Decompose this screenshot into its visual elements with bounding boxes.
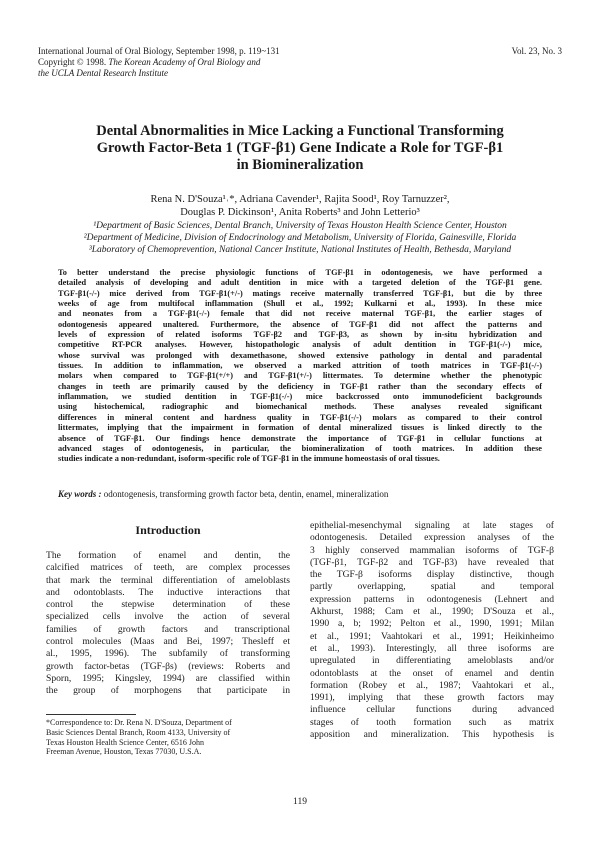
keywords-label: Key words :	[58, 489, 102, 499]
body-line: al., 1995, 1996). The subfamily of transforming	[46, 648, 290, 660]
author-line: Rena N. D'Souza¹˒*, Adriana Cavender¹, Rajita Sood¹, Roy Tarnuzzer²,	[150, 194, 450, 205]
footnote-divider	[46, 714, 136, 715]
body-line: calcified matrices of teeth, are complex processes	[46, 562, 290, 574]
body-line: that mark the terminal differentiation of ameloblasts	[46, 574, 290, 586]
body-line: partly overlapping, spatial and temporal	[310, 581, 554, 593]
body-line: upregulated in differentiating ameloblasts and/or	[310, 655, 554, 667]
volume-number: Vol. 23, No. 3	[511, 46, 562, 56]
body-line: Akhurst, 1988; Cam et al., 1990; D'Souza et al.,	[310, 606, 554, 618]
abstract-line: whose survival was prolonged with dexamethasone, showed extensive pathology in dental and paradental	[58, 350, 542, 360]
abstract-line: inflammation, we studied dentition in TGF-β1(-/-) mice backcrossed onto immunodeficient backgrounds	[58, 392, 542, 402]
body-line: 1991), implying that these growth factors may	[310, 692, 554, 704]
body-line: odontogenesis. Detailed expression analyses of the	[310, 532, 554, 544]
body-line: et al., 1993). Interestingly, all three isoforms are	[310, 642, 554, 654]
footnote-line: *Correspondence to: Dr. Rena N. D'Souza, Department of	[46, 718, 232, 727]
abstract-line: changes in teeth are primarily caused by the deficiency in TGF-β1 rather than the secondary effects of	[58, 381, 542, 391]
page-number: 119	[293, 797, 307, 807]
abstract-line: odontogenesis appeared unaltered. Furthermore, the absence of TGF-β1 did not affect the patterns and	[58, 319, 542, 329]
body-line: et al., 1991; Vaahtokari et al., 1991; Heikinheimo	[310, 630, 554, 642]
affiliation-line: ¹Department of Basic Sciences, Dental Branch, University of Texas Houston Health Science Center, Houston	[93, 221, 507, 231]
journal-citation: International Journal of Oral Biology, September 1998, p. 119~131	[38, 46, 280, 56]
body-line: and odontoblasts. The inductive interactions that	[46, 586, 290, 598]
body-line: formation (Robey et al., 1987; Vaahtokari et al.,	[310, 679, 554, 691]
abstract-line: using histochemical, radiographic and biomechanical methods. These analyses revealed significant	[58, 402, 542, 412]
footnote-line: Texas Houston Health Science Center, 6516 John	[46, 737, 204, 747]
body-line: epithelial-mesenchymal signaling at late stages of	[310, 520, 554, 531]
affiliation-line: ³Laboratory of Chemoprevention, National Cancer Institute, National Institutes of Health, Bethesda, Maryland	[88, 245, 512, 255]
author-line: Douglas P. Dickinson¹, Anita Roberts³ and John Letterio³	[180, 207, 420, 218]
footnote-line: Basic Sciences Dental Branch, Room 4133, University of	[46, 727, 231, 737]
right-column	[310, 520, 554, 741]
body-line: The formation of enamel and dentin, the	[46, 550, 290, 561]
body-line: growth factor-betas (TGF-βs) (reviews: Roberts and	[46, 660, 290, 672]
introduction-right-text	[310, 520, 554, 741]
author-list	[40, 193, 560, 219]
body-line: apposition and mineralization. This hypothesis is	[310, 729, 554, 741]
body-line: Sporn, 1995; Kingsley, 1994) are classified within	[46, 672, 290, 684]
abstract-line: weeks of age from multifocal inflammation (Shull et al., 1992; Kulkarni et al., 1993). In these mice	[58, 299, 542, 309]
title-line: Dental Abnormalities in Mice Lacking a Functional Transforming	[96, 123, 504, 139]
title-line: in Biomineralization	[236, 157, 364, 173]
body-line: the TGF-β isoforms display distinctive, though	[310, 569, 554, 581]
abstract-line: studies indicate a non-redundant, isoform-specific role of TGF-β1 in the immune homeostasis of oral tissues.	[58, 454, 440, 464]
section-heading-introduction: Introduction	[135, 523, 201, 537]
body-line: specialized cells involve the action of several	[46, 611, 290, 623]
abstract-line: differences in mineral content and hardness quality in TGF-β1(-/-) molars as compared to their control	[58, 412, 542, 422]
body-line: stages of tooth formation such as matrix	[310, 716, 554, 728]
introduction-left-text	[46, 550, 290, 698]
affiliations	[40, 220, 560, 256]
body-line: odontoblasts at the onset of enamel and dentin	[310, 667, 554, 679]
left-column	[46, 520, 290, 698]
body-line: the group of morphogens that participate in	[46, 685, 290, 697]
abstract-line: To better understand the precise physiologic functions of TGF-β1 in odontogenesis, we have performed a	[58, 268, 542, 277]
abstract-line: and neonates from a TGF-β1(-/-) female that did not receive maternal TGF-β1, the earlier stages of	[58, 309, 542, 319]
abstract-line: absence of TGF-β1. Our findings hence demonstrate the importance of TGF-β1 in cellular functions at	[58, 433, 542, 443]
copyright-line-2: the UCLA Dental Research Institute	[38, 68, 168, 78]
article-title	[40, 123, 560, 174]
abstract-line: competitive RT-PCR analyses. However, histopathologic analysis of adult dentition in TGF-β1(-/-) mice,	[58, 340, 542, 350]
affiliation-line: ²Department of Medicine, Division of Endocrinology and Metabolism, University of Florida, Gainesville, Florida	[83, 233, 517, 243]
keywords	[58, 489, 548, 500]
abstract-line: TGF-β1(-/-) mice derived from TGF-β1(+/-) matings receive maternally transferred TGF-β1, but die by three	[58, 288, 542, 298]
body-line: control molecules (Maas and Bei, 1997; Thesleff et	[46, 636, 290, 648]
body-line: influence cellular functions during advanced	[310, 704, 554, 716]
abstract-line: molars when compared to TGF-β1(+/+) and TGF-β1(+/-) littermates. To determine whether the phenotypic	[58, 371, 542, 381]
body-line: control the stepwise determination of these	[46, 599, 290, 611]
keywords-text: odontogenesis, transforming growth factor beta, dentin, enamel, mineralization	[101, 489, 389, 499]
journal-header	[38, 46, 562, 79]
footnote-line: Freeman Avenue, Houston, Texas 77030, U.S.A.	[46, 747, 202, 757]
copyright-line: Copyright © 1998. The Korean Academy of Oral Biology and	[38, 57, 261, 67]
body-line: 1990 a, b; 1992; Pelton et al., 1990, 1991; Milan	[310, 618, 554, 630]
abstract-line: advanced stages of odontogenesis, in particular, the biomineralization of tooth matrices. In addition these	[58, 443, 542, 453]
correspondence-footnote	[46, 718, 294, 757]
title-line: Growth Factor-Beta 1 (TGF-β1) Gene Indicate a Role for TGF-β1	[96, 140, 504, 156]
body-line: 3 highly conserved mammalian isoforms of TGF-β	[310, 544, 554, 556]
abstract-line: levels of expression of related isoforms TGF-β2 and TGF-β3, as shown by in-situ hybridization and	[58, 330, 542, 340]
body-line: (TGF-β1, TGF-β2 and TGF-β3) have revealed that	[310, 556, 554, 568]
body-line: expression patterns in odontogenesis (Lehnert and	[310, 593, 554, 605]
abstract-line: tissues. In addition to inflammation, we observed a marked attrition of tooth matrices in TGF-β1(-/-)	[58, 361, 542, 371]
body-line: families of growth factors and transcriptional	[46, 623, 290, 635]
abstract	[58, 268, 542, 465]
abstract-line: detailed analysis of developing and adult dentition in mice with a targeted deletion of the TGF-β1 gene.	[58, 278, 542, 288]
abstract-line: littermates, implying that the impairment in formation of dental mineralized tissues is linked directly to the	[58, 423, 542, 433]
